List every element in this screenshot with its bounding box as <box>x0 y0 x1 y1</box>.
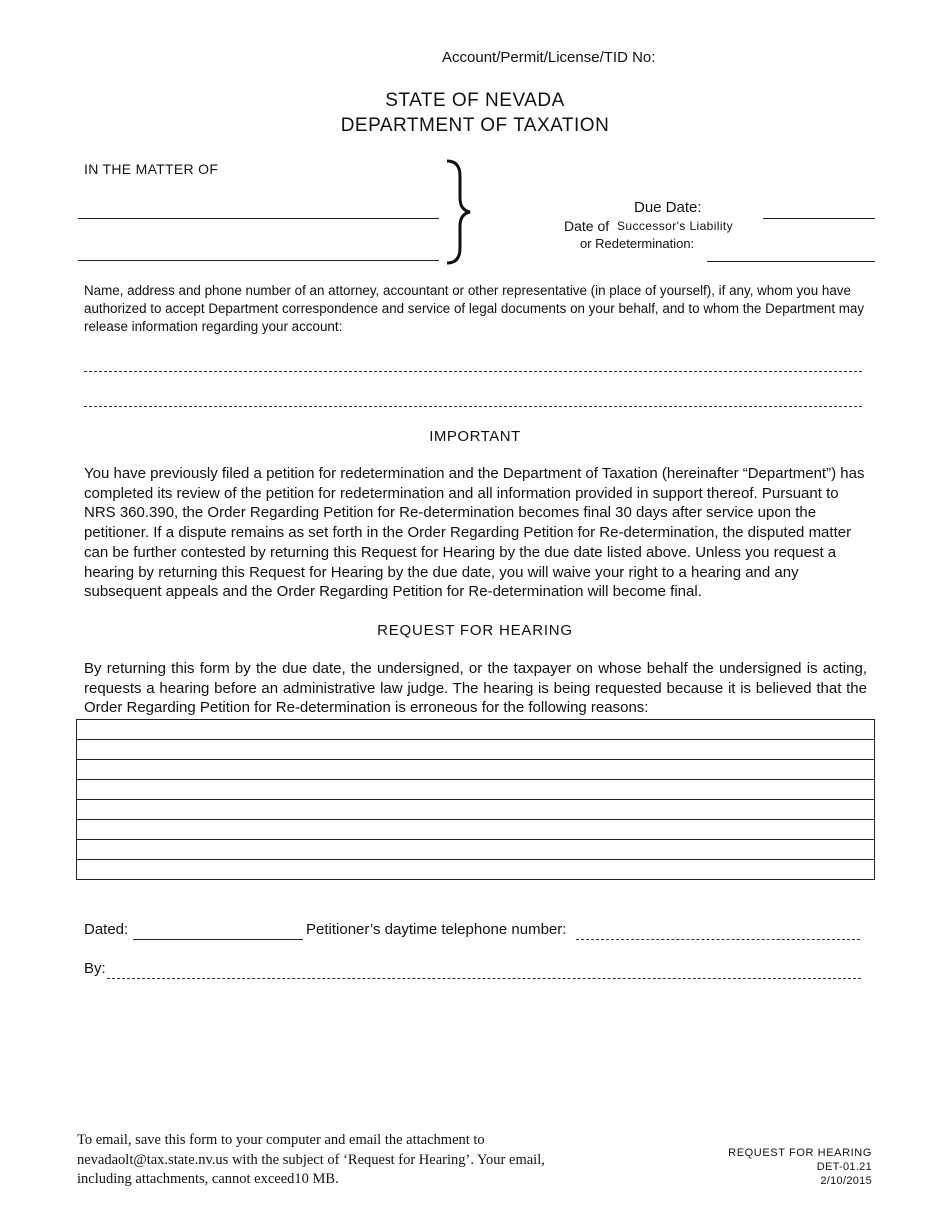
successors-liability-label: Successor's Liability <box>617 219 734 233</box>
reason-row <box>77 820 875 840</box>
reason-row <box>77 800 875 820</box>
important-heading: IMPORTANT <box>429 428 521 445</box>
reason-input-3[interactable] <box>77 760 874 779</box>
reason-row <box>77 860 875 880</box>
phone-label: Petitioner’s daytime telephone number: <box>306 921 567 938</box>
department-title: DEPARTMENT OF TAXATION <box>340 115 610 136</box>
by-label: By: <box>84 960 106 977</box>
important-paragraph: You have previously filed a petition for redetermination and the Department of Taxation (hereinafter “Department”) has completed its review of the petition for redetermination and all information provided in support thereof. Pursuant to NRS 360.390, the Order Regarding Petition for Re-determination becomes final 30 days after service upon the petitioner. If a dispute remains as set forth in the Order Regarding Petition for Re-determination, the disputed matter can be further contested by returning this Request for Hearing by the due date listed above. Unless you request a hearing by returning this Request for Hearing by the due date, you will waive your right to a hearing and any subsequent appeals and the Order Regarding Petition for Re-determination will become final. <box>84 465 865 601</box>
request-paragraph: By returning this form by the due date, the undersigned, or the taxpayer on whose behalf the undersigned is acting, requests a hearing before an administrative law judge. The hearing is being requested because it is believed that the Order Regarding Petition for Re-determination is erroneous for the following reasons: <box>84 660 867 717</box>
representative-line-2[interactable] <box>84 390 862 407</box>
reason-input-4[interactable] <box>77 780 874 799</box>
reason-row <box>77 720 875 740</box>
form-revision-date: 2/10/2015 <box>820 1175 872 1187</box>
due-date-label: Due Date: <box>634 199 702 216</box>
account-number-label: Account/Permit/License/TID No: <box>442 49 656 66</box>
reason-input-2[interactable] <box>77 740 874 759</box>
dated-label: Dated: <box>84 921 129 938</box>
reason-input-6[interactable] <box>77 820 874 839</box>
date-of-redetermination-input[interactable] <box>707 243 875 262</box>
reason-row <box>77 760 875 780</box>
reason-input-7[interactable] <box>77 840 874 859</box>
curly-brace-icon <box>444 158 474 266</box>
state-title: STATE OF NEVADA <box>385 90 565 111</box>
reason-row <box>77 780 875 800</box>
phone-input[interactable] <box>576 921 860 940</box>
email-instructions: To email, save this form to your computer and email the attachment to nevadaolt@tax.state.nv.us with the subject of ‘Request for Hearing’. Your email, including attachments, cannot exceed10 MB. <box>77 1132 545 1187</box>
representative-line-1[interactable] <box>84 355 862 372</box>
due-date-input[interactable] <box>763 200 875 219</box>
reason-row <box>77 840 875 860</box>
redetermination-label: or Redetermination: <box>580 236 695 251</box>
reason-input-5[interactable] <box>77 800 874 819</box>
account-number-input[interactable] <box>672 49 876 67</box>
reason-input-1[interactable] <box>77 720 874 739</box>
matter-name-line-2[interactable] <box>78 242 439 261</box>
matter-name-line-1[interactable] <box>78 200 439 219</box>
dated-input[interactable] <box>133 921 303 940</box>
representative-instructions: Name, address and phone number of an attorney, accountant or other representative (in place of yourself), if any, whom you have authorized to accept Department correspondence and service of legal documents on your behalf, and to whom the Department may release information regarding your account: <box>84 283 865 334</box>
in-the-matter-label: IN THE MATTER OF <box>84 161 219 177</box>
form-name: REQUEST FOR HEARING <box>728 1147 872 1159</box>
reasons-table <box>76 719 875 880</box>
form-code: DET-01.21 <box>816 1161 872 1173</box>
reason-input-8[interactable] <box>77 860 874 879</box>
request-for-hearing-heading: REQUEST FOR HEARING <box>377 622 573 639</box>
by-signature-input[interactable] <box>107 960 861 979</box>
reason-row <box>77 740 875 760</box>
date-of-label: Date of <box>564 218 610 234</box>
